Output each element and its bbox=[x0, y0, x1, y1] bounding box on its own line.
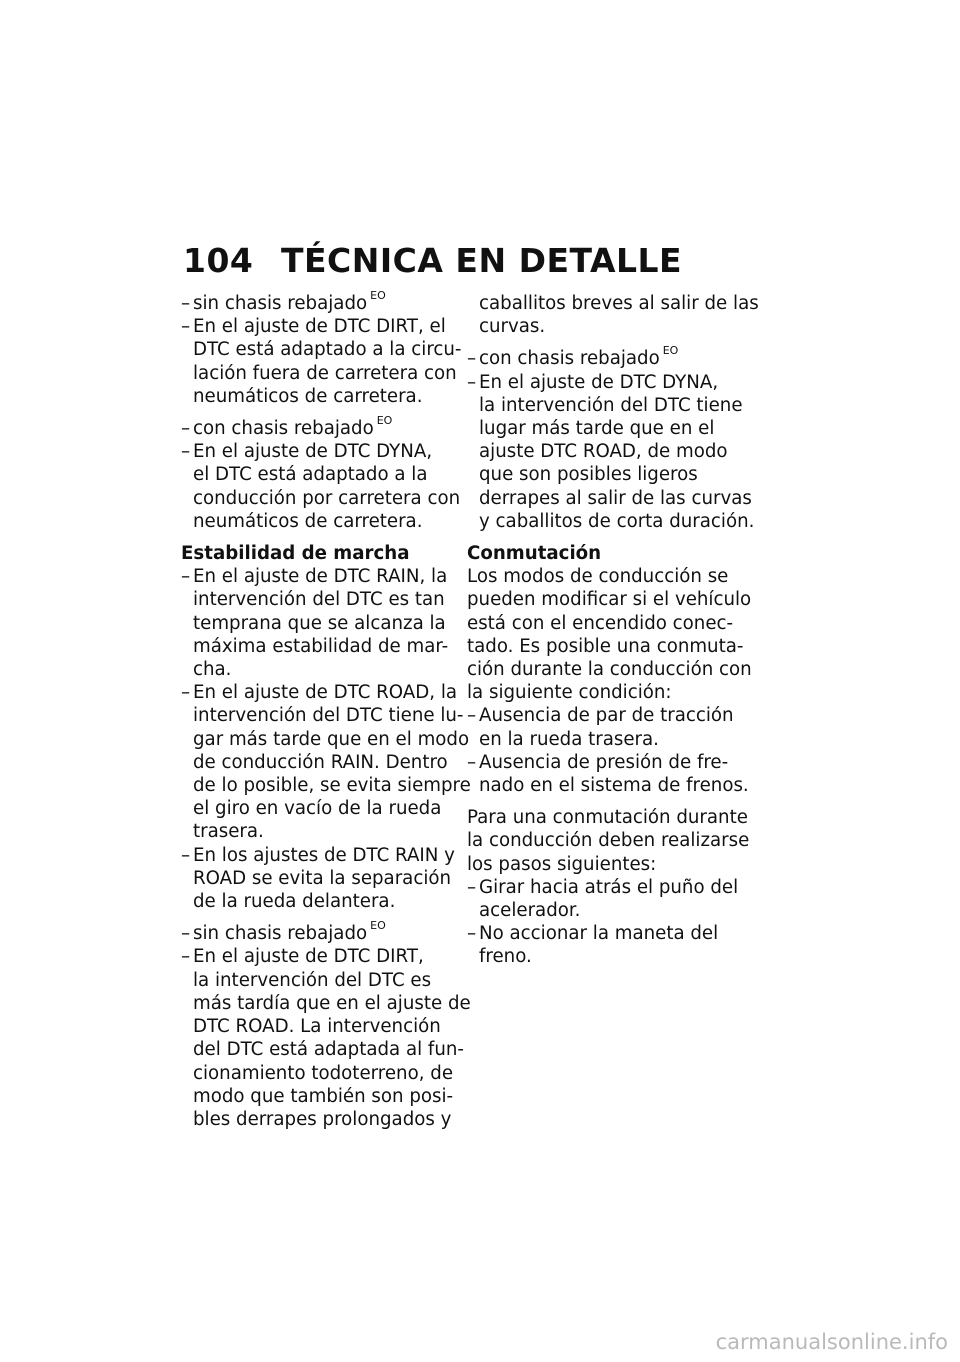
list-item-cont: el DTC está adaptado a la bbox=[193, 464, 428, 486]
list-item: – con chasis rebajado $^{EO}$ bbox=[467, 347, 742, 370]
list-item-cont: conducción por carretera con bbox=[193, 487, 461, 509]
list-item: – En el ajuste de DTC RAIN, la bbox=[181, 565, 451, 588]
paragraph-line: la conducción deben realizarse bbox=[467, 830, 750, 852]
list-item-cont: que son posibles ligeros bbox=[479, 464, 698, 486]
list-item: – En el ajuste de DTC DYNA, bbox=[467, 371, 742, 394]
paragraph-line: Para una conmutación durante bbox=[467, 807, 748, 829]
list-item-cont: bles derrapes prolongados y bbox=[193, 1108, 452, 1130]
list-item: – Ausencia de par de tracción bbox=[467, 704, 742, 727]
list-item: – Girar hacia atrás el puño del bbox=[467, 876, 742, 899]
eo-marker: EO bbox=[662, 344, 679, 358]
list-item-cont: modo que también son posi- bbox=[193, 1085, 454, 1107]
list-item-cont: caballitos breves al salir de las bbox=[479, 293, 759, 314]
paragraph-line: la siguiente condición: bbox=[467, 682, 672, 704]
list-item: – En el ajuste de DTC DIRT, bbox=[181, 945, 451, 968]
list-item: – con chasis rebajado $^{EO}$ bbox=[181, 417, 451, 440]
list-item: – En el ajuste de DTC DYNA, bbox=[181, 440, 451, 463]
list-item: – No accionar la maneta del bbox=[467, 922, 742, 945]
list-item-cont: lación fuera de carretera con bbox=[193, 362, 457, 384]
list-item-cont: neumáticos de carretera. bbox=[193, 385, 423, 407]
list-item-cont: DTC está adaptado a la circu- bbox=[193, 339, 462, 361]
watermark-text: carmanualsonline.info bbox=[715, 1330, 948, 1354]
list-item: – sin chasis rebajado $^{EO}$ bbox=[181, 292, 451, 315]
paragraph-line: está con el encendido conec- bbox=[467, 612, 734, 634]
list-item-cont: nado en el sistema de frenos. bbox=[479, 775, 749, 797]
list-item: – sin chasis rebajado $^{EO}$ bbox=[181, 922, 451, 945]
list-item-cont: derrapes al salir de las curvas bbox=[479, 487, 752, 509]
eo-marker: EO bbox=[370, 288, 386, 302]
list-item-cont: más tardía que en el ajuste de bbox=[193, 992, 471, 1014]
list-item-cont: lugar más tarde que en el bbox=[479, 418, 715, 440]
list-item-cont: acelerador. bbox=[479, 900, 581, 922]
paragraph-line: Los modos de conducción se bbox=[467, 566, 729, 588]
eo-marker: EO bbox=[376, 413, 393, 427]
list-item-cont: cionamiento todoterreno, de bbox=[193, 1062, 454, 1084]
list-item-cont: de conducción RAIN. Dentro bbox=[193, 751, 448, 773]
list-item-cont: el giro en vacío de la rueda bbox=[193, 798, 442, 820]
list-item-cont: curvas. bbox=[479, 316, 546, 338]
list-item-cont: ajuste DTC ROAD, de modo bbox=[479, 441, 728, 463]
list-item-cont: la intervención del DTC es bbox=[193, 969, 432, 991]
list-item-cont: de la rueda delantera. bbox=[193, 891, 396, 913]
list-item-cont: cha. bbox=[193, 659, 232, 681]
list-item-cont: DTC ROAD. La intervención bbox=[193, 1016, 441, 1038]
list-item-cont: ROAD se evita la separación bbox=[193, 867, 452, 889]
paragraph-line: los pasos siguientes: bbox=[467, 853, 657, 875]
section-heading: Conmutación bbox=[467, 543, 602, 565]
paragraph-line: ción durante la conducción con bbox=[467, 659, 752, 681]
paragraph-line: tado. Es posible una conmuta- bbox=[467, 635, 744, 657]
list-item-cont: temprana que se alcanza la bbox=[193, 612, 446, 634]
list-item: – Ausencia de presión de fre- bbox=[467, 751, 742, 774]
chapter-title: TÉCNICA EN DETALLE bbox=[281, 241, 683, 280]
list-item-cont: y caballitos de corta duración. bbox=[479, 510, 755, 532]
list-item: – En los ajustes de DTC RAIN y bbox=[181, 844, 451, 867]
list-item: – En el ajuste de DTC DIRT, el bbox=[181, 315, 451, 338]
list-item-cont: en la rueda trasera. bbox=[479, 728, 659, 750]
list-item-cont: de lo posible, se evita siempre bbox=[193, 775, 471, 797]
list-item-cont: neumáticos de carretera. bbox=[193, 510, 423, 532]
list-item-cont: la intervención del DTC tiene bbox=[479, 394, 743, 416]
right-column bbox=[467, 292, 759, 969]
list-item-cont: intervención del DTC tiene lu- bbox=[193, 705, 464, 727]
section-heading: Estabilidad de marcha bbox=[181, 543, 410, 565]
list-item-cont: del DTC está adaptada al fun- bbox=[193, 1039, 464, 1061]
list-item-cont: gar más tarde que en el modo bbox=[193, 728, 470, 750]
list-item-cont: intervención del DTC es tan bbox=[193, 589, 445, 611]
list-item-cont: máxima estabilidad de mar- bbox=[193, 635, 449, 657]
eo-marker: EO bbox=[370, 919, 386, 933]
list-item-cont: freno. bbox=[479, 946, 532, 968]
page-number: 104 bbox=[183, 241, 254, 280]
list-item: – En el ajuste de DTC ROAD, la bbox=[181, 681, 451, 704]
left-column bbox=[181, 288, 471, 1131]
list-item-cont: trasera. bbox=[193, 821, 264, 843]
page-header bbox=[183, 241, 682, 280]
paragraph-line: pueden modificar si el vehículo bbox=[467, 589, 752, 611]
